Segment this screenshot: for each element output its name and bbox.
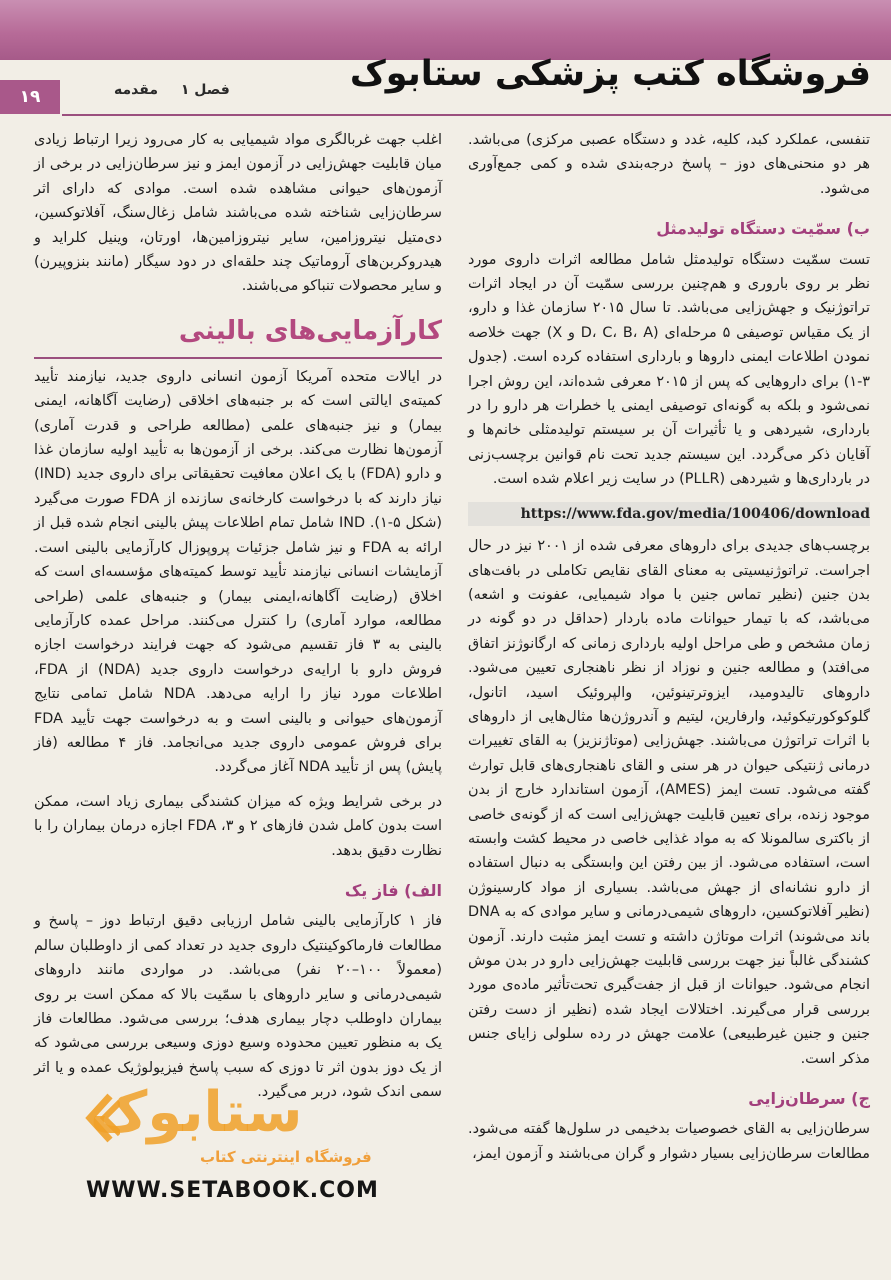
carcinogen-paragraph: اغلب جهت غربالگری مواد شیمیایی به کار می‌رود زیرا ارتباط زیادی میان قابلیت جهش‌زایی در آزمون ایمز و نیز سرطان‌زایی در برخی از آزمون‌های حیوانی مشاهده شده است. موادی که دارای اثر سرطان‌زایی شناخته شده می‌باشند شامل زغال‌سنگ، آفلاتوکسین، دی‌متیل نیتروزامین، سایر نیتروزامین‌ها، اورتان، وینیل کلراید و هیدروکربن‌های آروماتیک چند حلقه‌ای در دود سیگار (مانند بنزوپیرن) و سایر محصولات تنباکو می‌باشند. xyxy=(34,132,442,295)
section-c-heading: ج) سرطان‌زایی xyxy=(748,1089,870,1109)
clinical-trials-paragraph: در ایالات متحده آمریکا آزمون انسانی داروی جدید، نیازمند تأیید کمیته‌ی ایالتی است که بر جنبه‌های اخلاقی (رضایت آگاهانه، ایمنی بیمار) و نیز جنبه‌های علمی (مطالعه طراحی و قدرت آماری) آزمون‌ها نظارت می‌کند. برخی از آزمون‌ها به تأیید اولیه سازمان غذا و دارو (FDA) با یک اعلان معافیت تحقیقاتی برای داروی جدید (IND) نیاز دارند که با درخواست کارخانه‌ی سازنده از FDA صورت می‌گیرد (شکل ۵-۱). IND شامل تمام اطلاعات پیش بالینی انجام شده قبل از ارائه به FDA و نیز شامل جزئیات پروپوزال کارآزمایی بالینی است. آزمایشات انسانی نیازمند تأیید توسط کمیته‌های مؤسسه‌ای است که اخلاق (رضایت آگاهانه،ایمنی بیمار) و جنبه‌های علمی (طراحی مطالعه، موارد آماری) را کنترل می‌کنند. مراحل عمده کارآزمایی بالینی به ۳ فاز تقسیم می‌شود که جهت فرایند درخواست اجازه فروش دارو با ارایه‌ی درخواست داروی جدید (NDA) از FDA، اطلاعات مورد نیاز را ارایه می‌دهد. NDA شامل تمامی نتایج آزمون‌های حیوانی و بالینی است و به درخواست جهت تأیید FDA برای فروش عمومی داروی جدید می‌انجامد. فاز ۴ مطالعه (فاز پایش) پس از تأیید NDA آغاز می‌گردد. xyxy=(34,368,442,776)
right-column xyxy=(468,128,870,1176)
phase-one-heading: الف) فاز یک xyxy=(344,880,442,900)
section-b-heading: ب) سمّیت دستگاه تولیدمثل xyxy=(656,219,870,239)
fda-url: https://www.fda.gov/media/100406/download xyxy=(468,502,870,526)
header-divider xyxy=(62,114,891,116)
phase-one-paragraph: فاز ۱ کارآزمایی بالینی شامل ارزیابی دقیق ارتباط دوز – پاسخ و مطالعات فارماکوکینتیک داروی جدید در تعداد کمی از داوطلبان سالم (معمولاً ۱۰۰–۲۰ نفر) می‌باشد. در مواردی مانند داروهای شیمی‌درمانی و سایر داروهای با سمّیت بالا که ممکن است بر روی بیماران داوطلب دچار بیماری هدف؛ بررسی می‌شود. مطالعات فاز یک به منظور تعیین محدوده وسیع دوزی وسیعی بررسی می‌شود که از یک دوز بدون اثر تا دوزی که سبب پاسخ فیزیولوژیک عمده و یا اثر سمی اندک شود، دربر می‌گیرد. xyxy=(34,913,442,1101)
section-b-paragraph-2: برچسب‌های جدیدی برای داروهای معرفی شده از ۲۰۰۱ نیز در حال اجراست. تراتوژنیسیتی به معنای القای نقایص تکاملی در بافت‌های بدن جنین (نظیر تماس جنین با مواد شیمیایی، عفونت و اشعه) می‌باشد، که با تیمار حیوانات ماده باردار (حداقل در دو گونه در زمان مشخص و طی مراحل اولیه بارداری زمانی که ارگانوژنز اتفاق می‌افتد) و مطالعه جنین و نوزاد از نظر ناهنجاری تعیین می‌شود. داروهای تالیدومید، ایزوترتینوئین، والپروئیک اسید، اتانول، گلوکوکورتیکوئید، وارفارین، لیتیم و آندروژن‌ها مثال‌هایی از داروهای با اثرات تراتوژن می‌باشند. جهش‌زایی (موتاژنزیز) به القای تغییرات درمانی ژنتیکی حیوان در هر سنی و القای ناهنجاری‌های قابل توارث گفته می‌شود. تست ایمز (AMES)، آزمون استاندارد خارج از بدن موجود زنده، برای تعیین قابلیت جهش‌زایی است که از گونه‌ی خاصی از باکتری سالمونلا که به مواد غذایی خاصی در محیط کشت وابسته است، استفاده می‌شود. از بین رفتن این وابستگی به دنبال استفاده از دارو نشانه‌ای از جهش می‌باشد. بسیاری از مواد کارسینوژن (نظیر آفلاتوکسین، داروهای شیمی‌درمانی و سایر موادی که به DNA باند می‌شوند) اثرات موتاژن داشته و تست ایمز مثبت دارند. آزمون کشندگی غالباً نیز جهت بررسی قابلیت جهش‌زایی دارو در بدن موش انجام می‌شود. حیوانات از قبل از جفت‌گیری تحت‌تأثیر ماده‌ی مورد بررسی قرار می‌گیرند. اختلالات ایجاد شده (نظیر از دست رفتن جنین و جنین غیرطبیعی) علامت جهش در رده سلولی زایای جنس مذکر است. xyxy=(468,538,871,1067)
section-b-paragraph-1: تست سمّیت دستگاه تولیدمثل شامل مطالعه اثرات داروی مورد نظر بر روی باروری و هم‌چنین بررسی سمّیت آن در ایجاد اثرات تراتوژنیک و جهش‌زایی می‌باشد. تا سال ۲۰۱۵ سازمان غذا و دارو، از یک مقیاس توصیفی ۵ مرحله‌ای (D، C، B، A و X) جهت خلاصه نمودن اطلاعات ایمنی داروها و بارداری استفاده کرده است. (جدول ۳-۱) برای داروهایی که پس از ۲۰۱۵ معرفی شده‌اند، این روش اجرا نمی‌شود و بلکه به گونه‌ای توصیفی ایمنی یا خطرات هر دارو را در بارداری، شیردهی و یا تأثیرات آن بر سیستم تولیدمثلی خانم‌ها و آقایان ذکر می‌گردد. این سیستم جدید تحت نام قوانین برچسب‌زنی در بارداری‌ها و شیردهی (PLLR) در سایت زیر اعلام شده است. xyxy=(468,251,870,488)
page-number: ۱۹ xyxy=(0,80,60,114)
left-column xyxy=(34,128,442,1115)
section-c-paragraph-1: سرطان‌زایی به القای خصوصیات بدخیمی در سلول‌ها گفته می‌شود. مطالعات سرطان‌زایی بسیار دشوار و گران می‌باشند و آزمون ایمز، xyxy=(468,1121,870,1162)
store-title: فروشگاه کتب پزشکی ستابوک xyxy=(349,54,871,94)
top-color-band xyxy=(0,0,891,60)
watermark-subtitle: فروشگاه اینترنتی کتاب xyxy=(200,1148,372,1166)
running-head xyxy=(96,82,230,98)
special-conditions-paragraph: در برخی شرایط ویژه که میزان کشندگی بیماری زیاد است، ممکن است بدون کامل شدن فازهای ۲ و ۳، FDA اجازه درمان بیماران را با نظارت دقیق بدهد. xyxy=(34,793,442,859)
chapter-label: فصل ۱ xyxy=(180,82,230,98)
chapter-title: مقدمه xyxy=(114,82,158,98)
clinical-trials-heading: کارآزمایی‌های بالینی xyxy=(34,311,442,359)
watermark-url: WWW.SETABOOK.COM xyxy=(86,1178,379,1203)
watermark-logo-text: ستابوک xyxy=(90,1080,303,1145)
page-header xyxy=(0,54,891,120)
setabook-watermark xyxy=(80,1080,380,1230)
intro-paragraph: تنفسی، عملکرد کبد، کلیه، غدد و دستگاه عصبی مرکزی) می‌باشد. هر دو منحنی‌های دوز – پاسخ درجه‌بندی شده و کمی جمع‌آوری می‌شود. xyxy=(468,132,870,197)
